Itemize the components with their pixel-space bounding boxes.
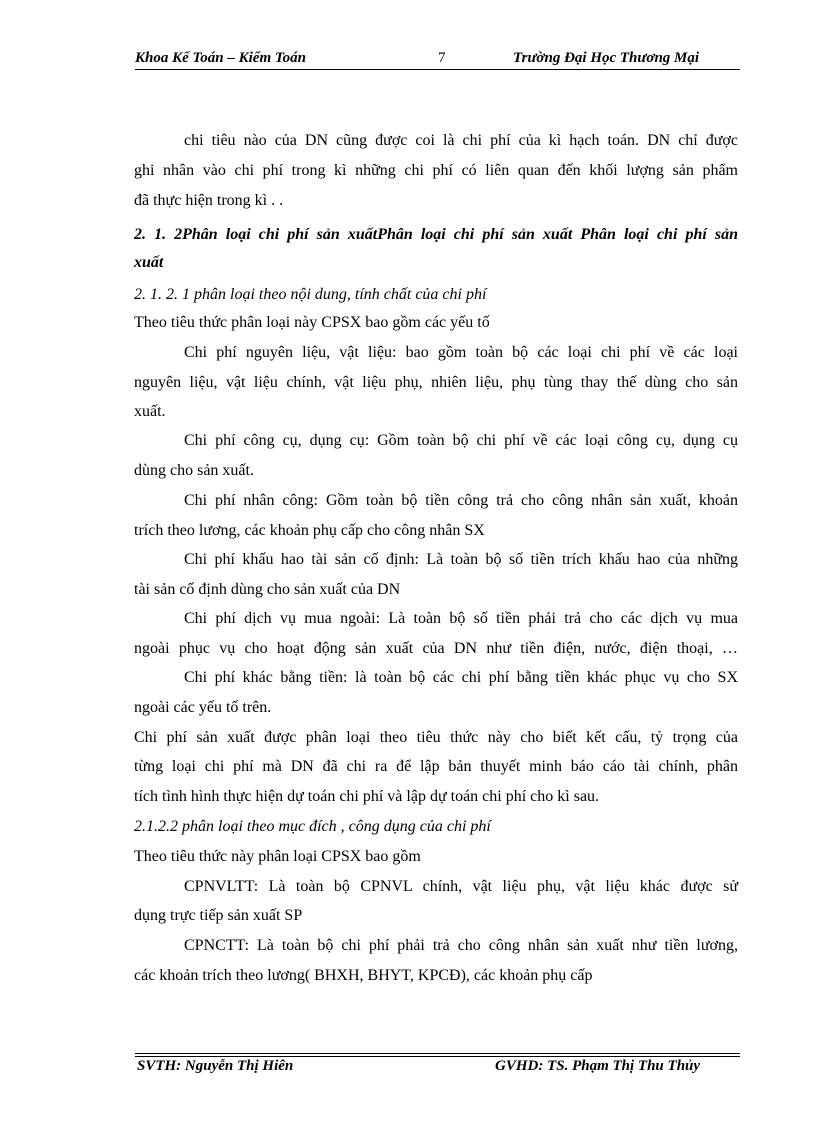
text-line: ghi nhân vào chi phí trong kì những chi phí có liên quan đến khối lượng sản phẩm xyxy=(134,162,738,179)
text-line: Chi phí sản xuất được phân loại theo tiêu thức này cho biết kết cấu, tỷ trọng của xyxy=(134,729,738,746)
text-line: dùng cho sản xuất. xyxy=(134,462,254,479)
header-divider xyxy=(135,69,740,70)
text-line: Chi phí khấu hao tài sản cố định: Là toàn bộ số tiền trích khấu hao của những xyxy=(184,551,738,568)
text-line: trích theo lương, các khoản phụ cấp cho công nhân SX xyxy=(134,522,485,539)
text-line: Chi phí công cụ, dụng cụ: Gồm toàn bộ chi phí về các loại công cụ, dụng cụ xyxy=(184,432,738,449)
page-header xyxy=(135,48,740,70)
footer-student: SVTH: Nguyễn Thị Hiên xyxy=(137,1058,294,1074)
footer-supervisor: GVHD: TS. Phạm Thị Thu Thủy xyxy=(495,1058,701,1074)
subsection-heading: 2. 1. 2. 1 phân loại theo nội dung, tính chất của chi phí xyxy=(134,286,487,303)
text-line: ngoài phục vụ cho hoạt động sản xuất của DN như tiền điện, nước, điện thoại, … xyxy=(134,640,738,657)
header-page-number: 7 xyxy=(438,50,446,66)
header-faculty: Khoa Kế Toán – Kiểm Toán xyxy=(135,50,307,66)
text-line: nguyên liệu, vật liệu chính, vật liệu phụ, nhiên liệu, phụ tùng thay thế dùng cho sản xyxy=(134,374,738,391)
text-line: Chi phí dịch vụ mua ngoài: Là toàn bộ số tiền phải trả cho các dịch vụ mua xyxy=(184,610,738,627)
text-line: CPNVLTT: Là toàn bộ CPNVL chính, vật liệu phụ, vật liệu khác được sử xyxy=(184,878,738,895)
text-line: Theo tiêu thức phân loại này CPSX bao gồm các yếu tố xyxy=(134,314,490,331)
text-line: ngoài các yếu tố trên. xyxy=(134,699,272,716)
text-line: chi tiêu nào của DN cũng được coi là chi phí của kì hạch toán. DN chỉ được xyxy=(184,132,738,149)
text-line: đã thực hiện trong kì . . xyxy=(134,192,284,209)
page-footer xyxy=(135,1057,740,1079)
text-line: tài sản cố định dùng cho sản xuất của DN xyxy=(134,581,401,598)
text-line: Chi phí khác bằng tiền: là toàn bộ các chi phí bằng tiền khác phục vụ cho SX xyxy=(184,669,738,686)
footer-divider xyxy=(135,1053,740,1054)
text-line: Chi phí nhân công: Gồm toàn bộ tiền công trả cho công nhân sản xuất, khoản xyxy=(184,492,738,509)
text-line: Chi phí nguyên liệu, vật liệu: bao gồm toàn bộ các loại chi phí về các loại xyxy=(184,344,738,361)
text-line: Theo tiêu thức này phân loại CPSX bao gồm xyxy=(134,848,421,865)
text-line: CPNCTT: Là toàn bộ chi phí phải trả cho công nhân sản xuất như tiền lương, xyxy=(184,937,738,954)
text-line: tích tình hình thực hiện dự toán chi phí và lập dự toán chi phí cho kì sau. xyxy=(134,788,600,805)
text-line: các khoản trích theo lương( BHXH, BHYT, KPCĐ), các khoản phụ cấp xyxy=(134,967,593,984)
text-line: từng loại chi phí mà DN đã chi ra để lập bản thuyết minh báo cáo tài chính, phân xyxy=(134,758,738,775)
text-line: xuất. xyxy=(134,403,166,420)
text-line: dụng trực tiếp sản xuất SP xyxy=(134,907,303,924)
subsection-heading: 2.1.2.2 phân loại theo mục đích , công dụng của chi phí xyxy=(134,818,491,835)
section-heading: xuất xyxy=(134,254,164,271)
section-heading: 2. 1. 2Phân loại chi phí sản xuấtPhân loại chi phí sản xuất Phân loại chi phí sản xyxy=(134,226,738,243)
header-university: Trường Đại Học Thương Mại xyxy=(513,50,700,66)
